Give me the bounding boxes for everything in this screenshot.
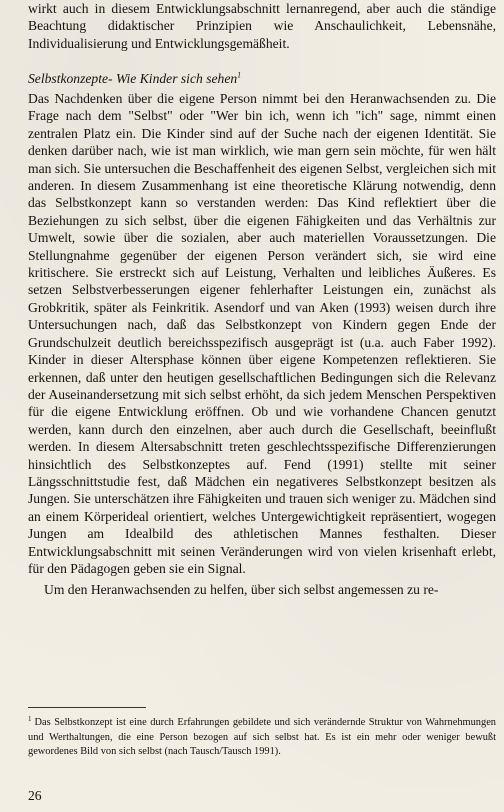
section-heading	[28, 70, 496, 87]
intro-paragraph: wirkt auch in diesem Entwicklungsabschnitt lernanregend, aber auch die ständige Beachtung didaktischer Prinzipien wie Anschaulichkeit, Lebensnähe, Individualisierung und Entwicklungsgemäßheit.	[28, 1, 496, 51]
footnote	[28, 716, 496, 760]
footnote-text: Das Selbstkonzept ist eine durch Erfahrungen gebildete und sich verändernde Struktur von Wahrnehmungen und Werthaltungen, die eine Person bezogen auf sich selbst hat. Es ist ein mehr oder weniger bewußt gewordenes Bild von sich selbst (nach Tausch/Tausch 1991).	[28, 717, 496, 757]
footnote-marker: 1	[28, 714, 32, 723]
footnote-divider	[28, 707, 146, 708]
paragraph-2: Um den Heranwachsenden zu helfen, über sich selbst angemessen zu re-	[44, 582, 439, 598]
paragraph-1: Das Nachdenken über die eigene Person nimmt bei den Heranwachsenden zu. Die Frage nach dem "Selbst" oder "Wer bin ich, wenn ich "ich" sage, nimmt einen zentralen Platz ein. Die Kinder sind auf der Suche nach der eigenen Identität. Sie denken darüber nach, wie ist man wirklich, wie man gern sein möchte, für wen hält man sich. Sie untersuchen die Beschaffenheit des eigenen Selbst, vergleichen sich mit anderen. In diesem Zusammenhang ist eine theoretische Klärung notwendig, denn das Selbstkonzept kann so verstanden werden: Das Kind reflektiert über die Beziehungen zu sich selbst, über die eigenen Fähigkeiten und das Verhältnis zur Umwelt, sowie über die sozialen, aber auch materiellen Voraussetzungen. Die Stellungnahme gegenüber der eigenen Person verändert sich, sie wird eine kritischere. Sie erstreckt sich auf Leistung, Verhalten und leibliches Äußeres. Es setzen Selbstverbesserungen eigener fehlerhafter Leistungen ein, zunächst als Grobkritik, später als Feinkritik. Asendorf und van Aken (1993) weisen durch ihre Untersuchungen nach, daß das Selbstkonzept von Kindern gegen Ende der Grundschulzeit deutlich bereichsspezifisch ausgeprägt ist (u.a. auch Faber 1992). Kinder in dieser Altersphase können über eigene Kompetenzen reflektieren. Sie erkennen, daß unter den heutigen gesellschaftlichen Bedingungen sich die Relevanz der Auseinandersetzung mit sich selbst erhöht, da sich jedem Menschen Perspektiven für die eigene Entwicklung eröffnen. Ob und wie vorhandene Chancen genutzt werden, kann durch den einzelnen, aber auch durch die Gesellschaft, beeinflußt werden. In diesem Altersabschnitt treten geschlechtsspezifische Differenzierungen hinsichtlich des Selbstkonzeptes auf. Fend (1991) stellte mit seiner Längsschnittstudie fest, daß Mädchen ein negativeres Selbstkonzept besitzen als Jungen. Sie unterschätzen ihre Fähigkeiten und trauen sich weniger zu. Mädchen sind an einem Körperideal orientiert, welches Untergewichtigkeit repräsentiert, wogegen Jungen am Idealbild des athletischen Mannes festhalten. Dieser Entwicklungsabschnitt mit seinen Veränderungen wird von vielen krisenhaft erlebt, für den Pädagogen geben sie ein Signal.	[28, 91, 496, 576]
section-heading-text: Selbstkonzepte- Wie Kinder sich sehen	[28, 71, 238, 86]
body-text	[28, 90, 496, 599]
heading-footnote-marker: 1	[237, 70, 242, 80]
page-number: 26	[28, 788, 42, 803]
